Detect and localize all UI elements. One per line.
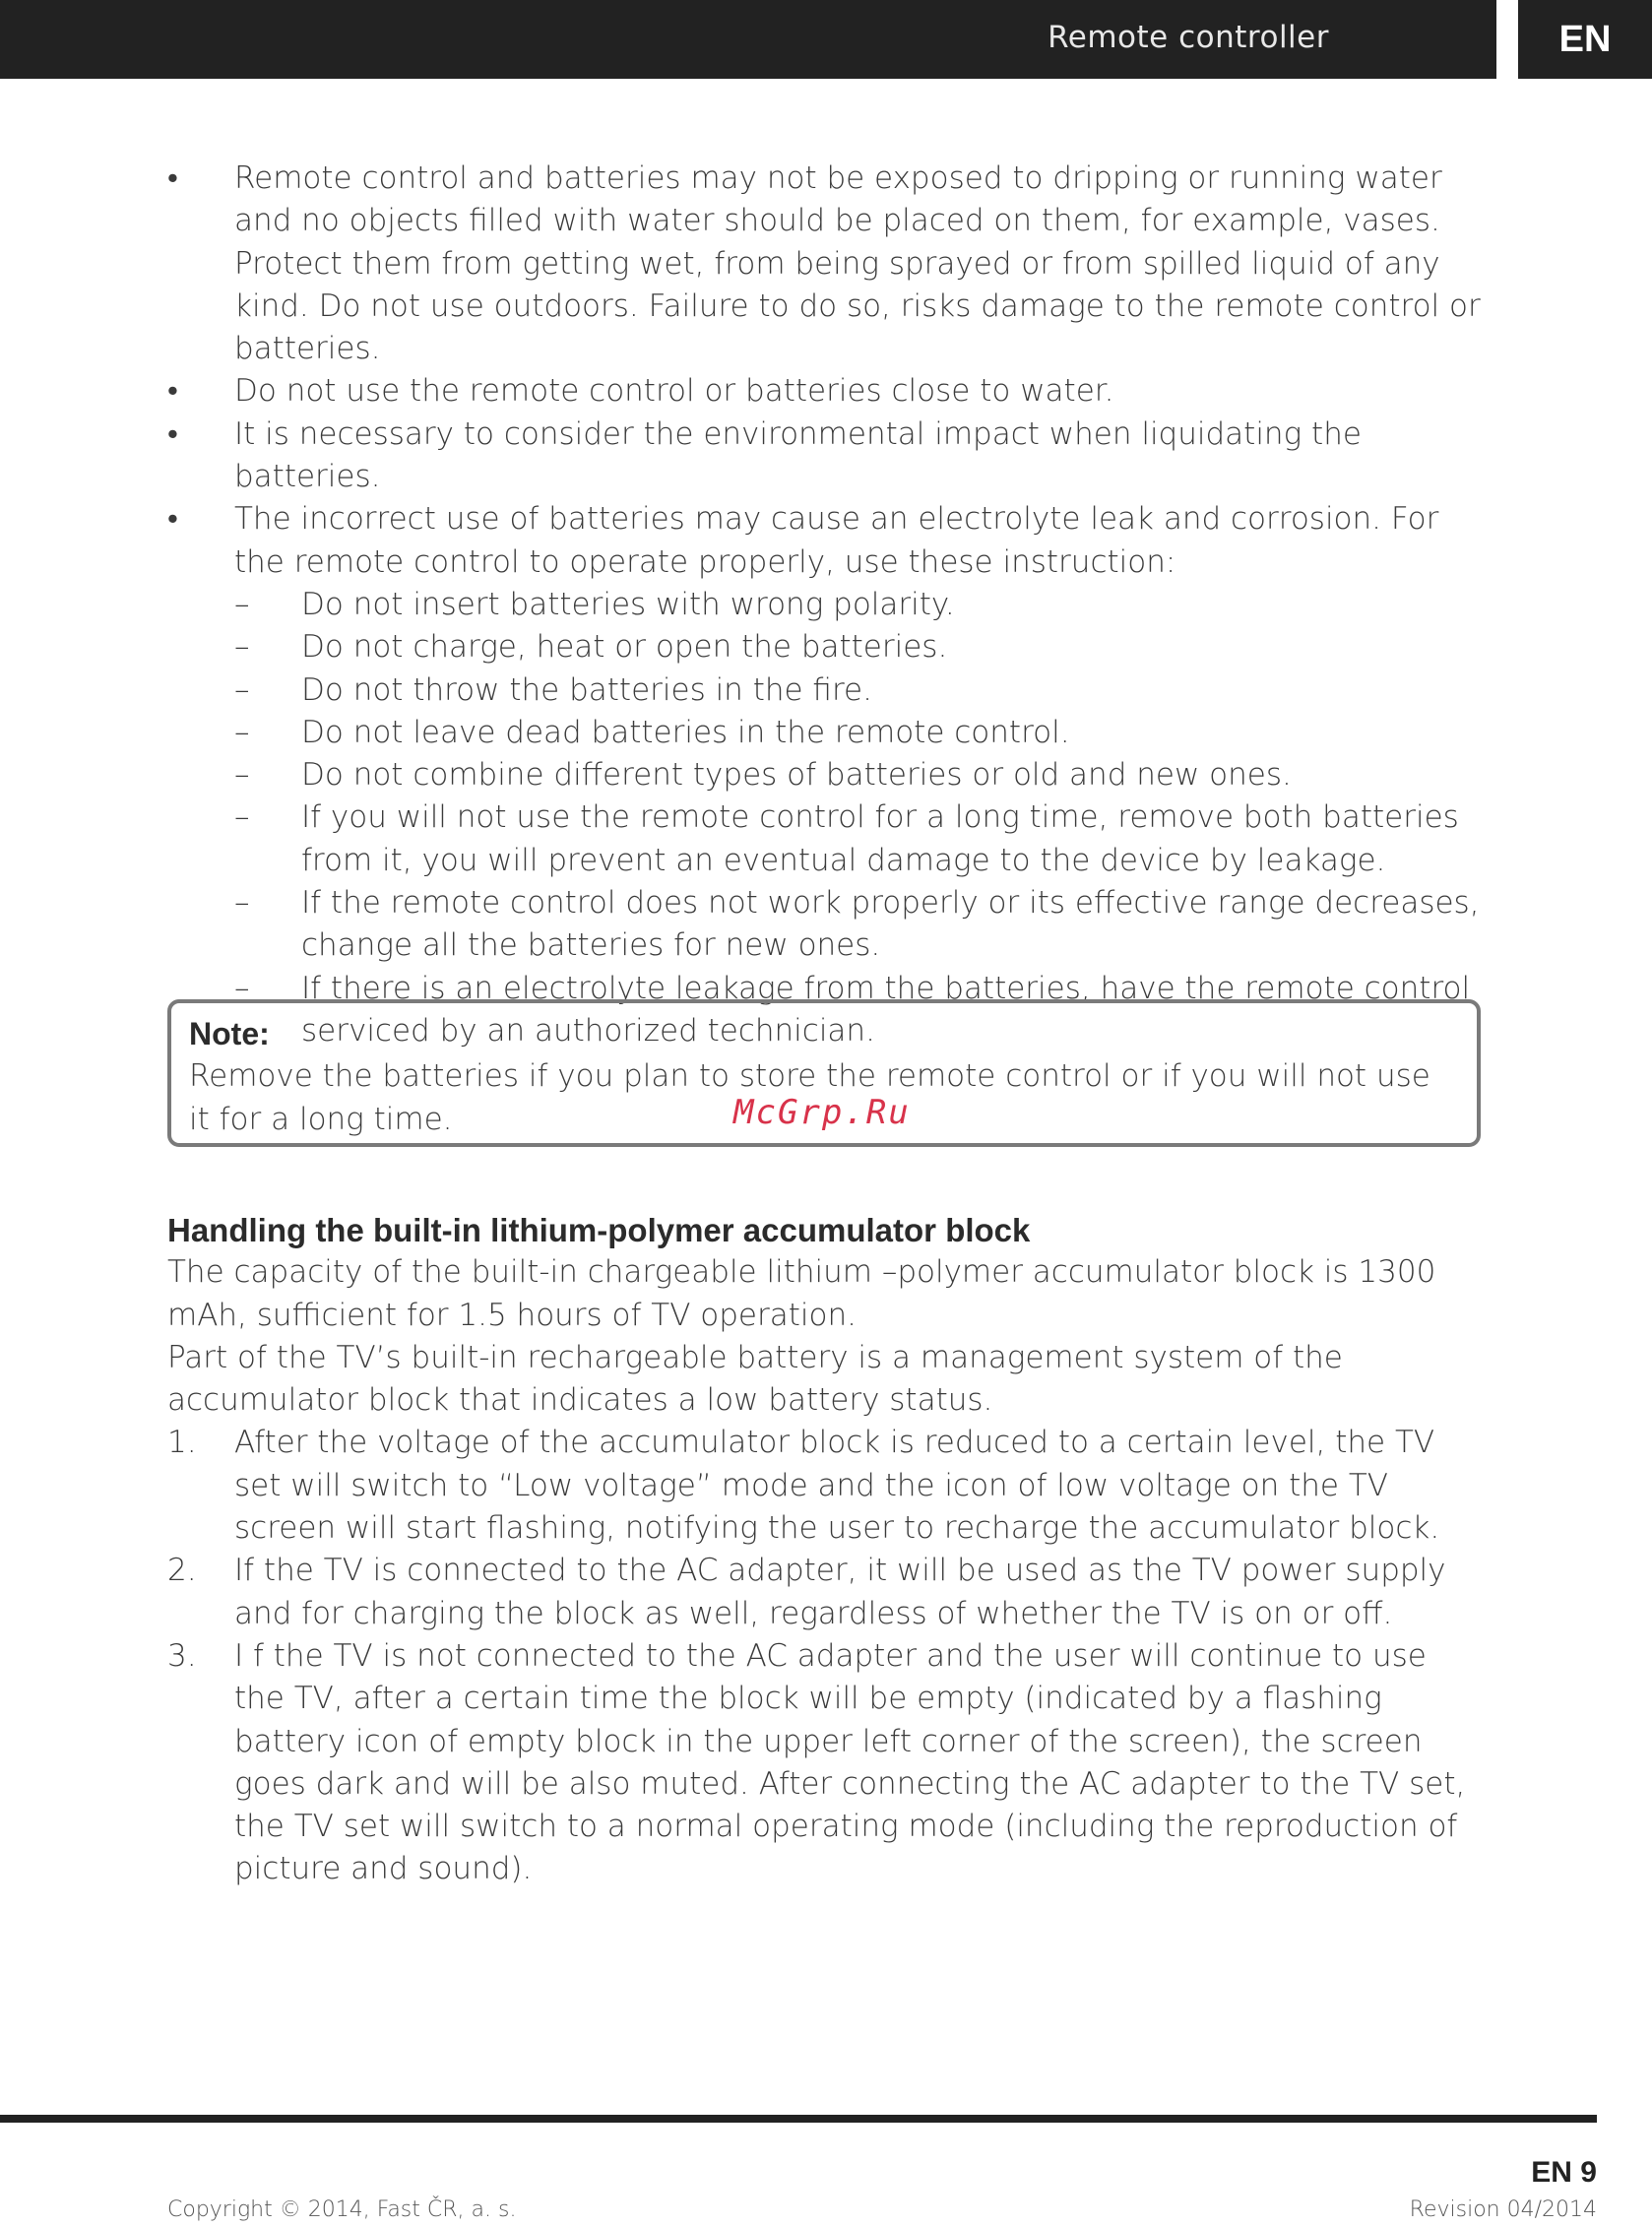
list-item	[167, 1550, 1482, 1635]
section-title: Remote controller	[1048, 20, 1329, 55]
copyright: Copyright © 2014, Fast ČR, a. s.	[167, 2197, 517, 2222]
list-item: • Remote control and batteries may not be exposed to dripping or running water and no objects filled with water should be placed on them, for example, vases. Protect them from getting wet, from being sprayed or from spilled liquid of any kind. Do not use outdoors. Failure to do so, risks damage to the remote control or batteries.	[167, 158, 1482, 370]
numbered-list	[167, 1422, 1482, 1890]
sub-list-item: – Do not leave dead batteries in the remote control.	[234, 712, 1482, 754]
safety-bullet-list	[167, 158, 1482, 1052]
sub-list-item: – If the remote control does not work properly or its effective range decreases, change all the batteries for new ones.	[234, 882, 1482, 968]
sub-list-item: – Do not charge, heat or open the batteries.	[234, 626, 1482, 668]
watermark: McGrp.Ru	[733, 1093, 911, 1132]
list-item-text: After the voltage of the accumulator block is reduced to a certain level, the TV set will switch to “Low voltage” mode and the icon of low voltage on the TV screen will start flashing, notifying the user to recharge the accumulator block.	[234, 1425, 1440, 1547]
revision: Revision 04/2014	[1409, 2197, 1597, 2222]
note-label: Note:	[189, 1016, 270, 1051]
list-item-text: If the TV is connected to the AC adapter, it will be used as the TV power supply and for charging the block as well, regardless of whether the TV is on or off.	[234, 1553, 1446, 1631]
sub-list-item: – Do not throw the batteries in the fire.	[234, 669, 1482, 712]
language-badge: EN	[1518, 0, 1652, 79]
list-item: • Do not use the remote control or batteries close to water.	[167, 370, 1482, 413]
list-number: 2.	[167, 1553, 197, 1589]
sub-list-item: – If there is an electrolyte leakage from the batteries, have the remote control serviced by an authorized technician.	[234, 968, 1482, 1053]
sub-list-item: – Do not insert batteries with wrong polarity.	[234, 584, 1482, 626]
paragraph: Part of the TV’s built-in rechargeable battery is a management system of the accumulator block that indicates a low battery status.	[167, 1339, 1343, 1419]
list-item	[167, 498, 1482, 1052]
list-item: • It is necessary to consider the environmental impact when liquidating the batteries.	[167, 414, 1482, 499]
list-number: 1.	[167, 1425, 197, 1461]
list-item	[167, 1635, 1482, 1891]
sub-list-item: – If you will not use the remote control for a long time, remove both batteries from it, you will prevent an eventual damage to the device by leakage.	[234, 796, 1482, 882]
accumulator-section	[167, 1209, 1482, 1891]
section-heading: Handling the built-in lithium-polymer accumulator block	[167, 1212, 1031, 1248]
safety-content	[167, 158, 1482, 1052]
list-item-text: The incorrect use of batteries may cause an electrolyte leak and corrosion. For the remote control to operate properly, use these instruction:	[234, 501, 1439, 580]
header-bar	[0, 0, 1496, 79]
list-item	[167, 1422, 1482, 1550]
paragraph: The capacity of the built-in chargeable lithium –polymer accumulator block is 1300 mAh, sufficient for 1.5 hours of TV operation.	[167, 1254, 1436, 1333]
battery-instruction-list	[234, 584, 1482, 1052]
list-number: 3.	[167, 1637, 197, 1674]
footer-divider	[0, 2115, 1597, 2123]
note-text: Remove the batteries if you plan to store the remote control or if you will not use it for a long time.	[189, 1058, 1430, 1137]
page-number: EN 9	[1531, 2156, 1597, 2189]
sub-list-item: – Do not combine different types of batteries or old and new ones.	[234, 754, 1482, 796]
list-item-text: I f the TV is not connected to the AC adapter and the user will continue to use the TV, after a certain time the block will be empty (indicated by a flashing battery icon of empty block in the upper left corner of the screen), the screen goes dark and will be also muted. After connecting the AC adapter to the TV set, the TV set will switch to a normal operating mode (including the reproduction of picture and sound).	[234, 1637, 1466, 1887]
